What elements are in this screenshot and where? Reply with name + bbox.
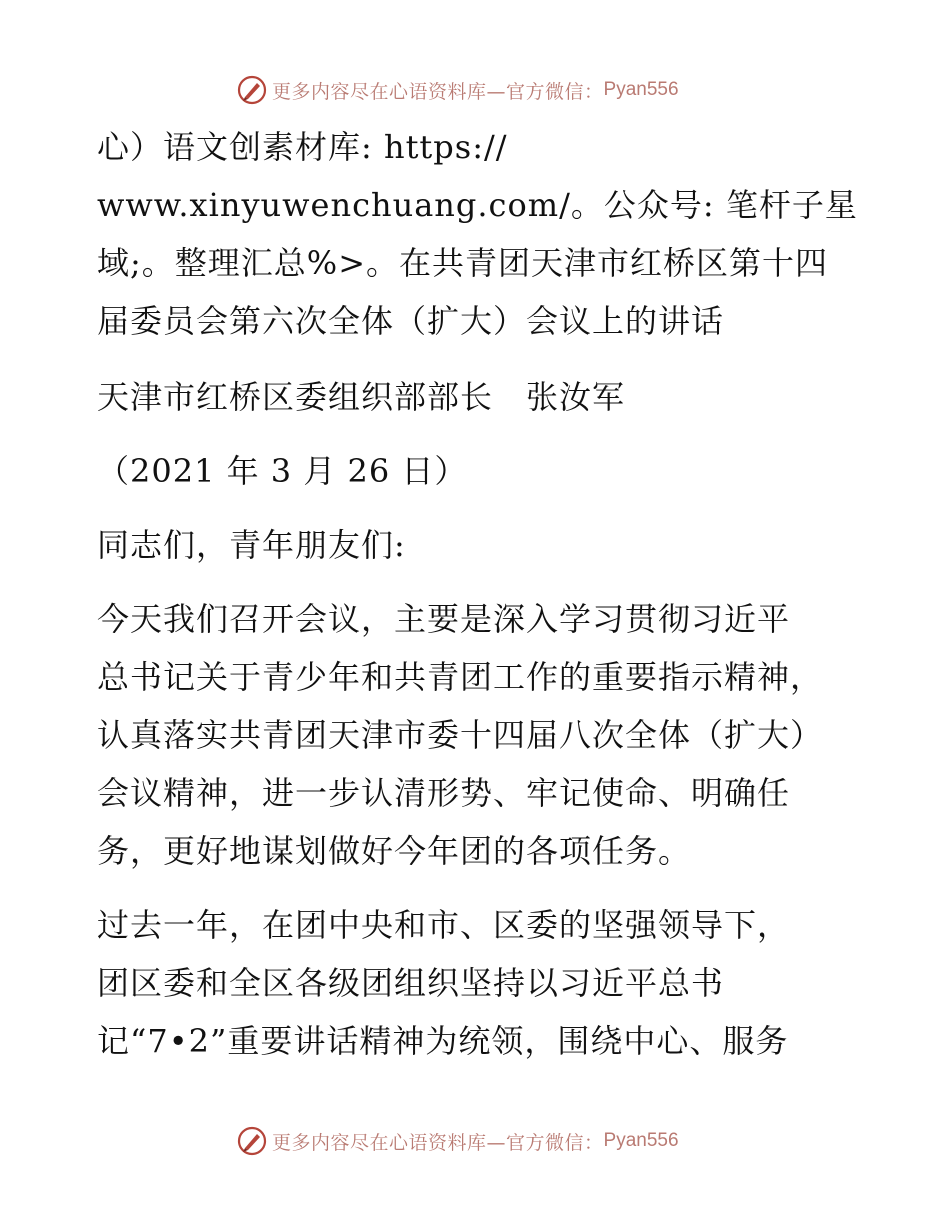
paragraph-line: 务，更好地谋划做好今年团的各项任务。 — [97, 832, 692, 870]
paragraph-line: 过去一年，在团中央和市、区委的坚强领导下， — [97, 906, 791, 944]
pen-logo-icon — [236, 74, 268, 106]
intro-paragraph — [97, 124, 857, 344]
intro-line: 届委员会第六次全体（扩大）会议上的讲话 — [97, 302, 725, 340]
footer-watermark — [236, 1124, 679, 1158]
paragraph-line: 总书记关于青少年和共青团工作的重要指示精神， — [97, 658, 824, 696]
pen-logo-icon — [236, 1125, 268, 1157]
watermark-handle: Pyan556 — [603, 1130, 679, 1151]
paragraph-line: 团区委和全区各级团组织坚持以习近平总书 — [97, 964, 725, 1002]
intro-line: www.xinyuwenchuang.com/。公众号: 笔杆子星 — [97, 186, 858, 224]
intro-line: 心）语文创素材库: https:// — [97, 128, 508, 166]
paragraph-1 — [97, 596, 857, 874]
watermark-text: 更多内容尽在心语资料库—官方微信： — [272, 1131, 604, 1154]
intro-line: 域;。整理汇总%>。在共青团天津市红桥区第十四 — [97, 244, 829, 282]
watermark-handle: Pyan556 — [603, 79, 679, 100]
paragraph-2 — [97, 902, 857, 1064]
paragraph-line: 今天我们召开会议，主要是深入学习贯彻习近平 — [97, 600, 791, 638]
date-line: （2021 年 3 月 26 日） — [97, 452, 468, 490]
document-body — [97, 124, 857, 1064]
paragraph-line: 认真落实共青团天津市委十四届八次全体（扩大） — [97, 716, 824, 754]
salutation: 同志们，青年朋友们: — [97, 526, 406, 564]
watermark-text: 更多内容尽在心语资料库—官方微信： — [272, 80, 604, 103]
author-line: 天津市红桥区委组织部部长 张汝军 — [97, 378, 626, 416]
paragraph-line: 会议精神，进一步认清形势、牢记使命、明确任 — [97, 774, 791, 812]
header-watermark — [236, 73, 679, 107]
paragraph-line: 记“7•2”重要讲话精神为统领，围绕中心、服务 — [97, 1022, 789, 1060]
